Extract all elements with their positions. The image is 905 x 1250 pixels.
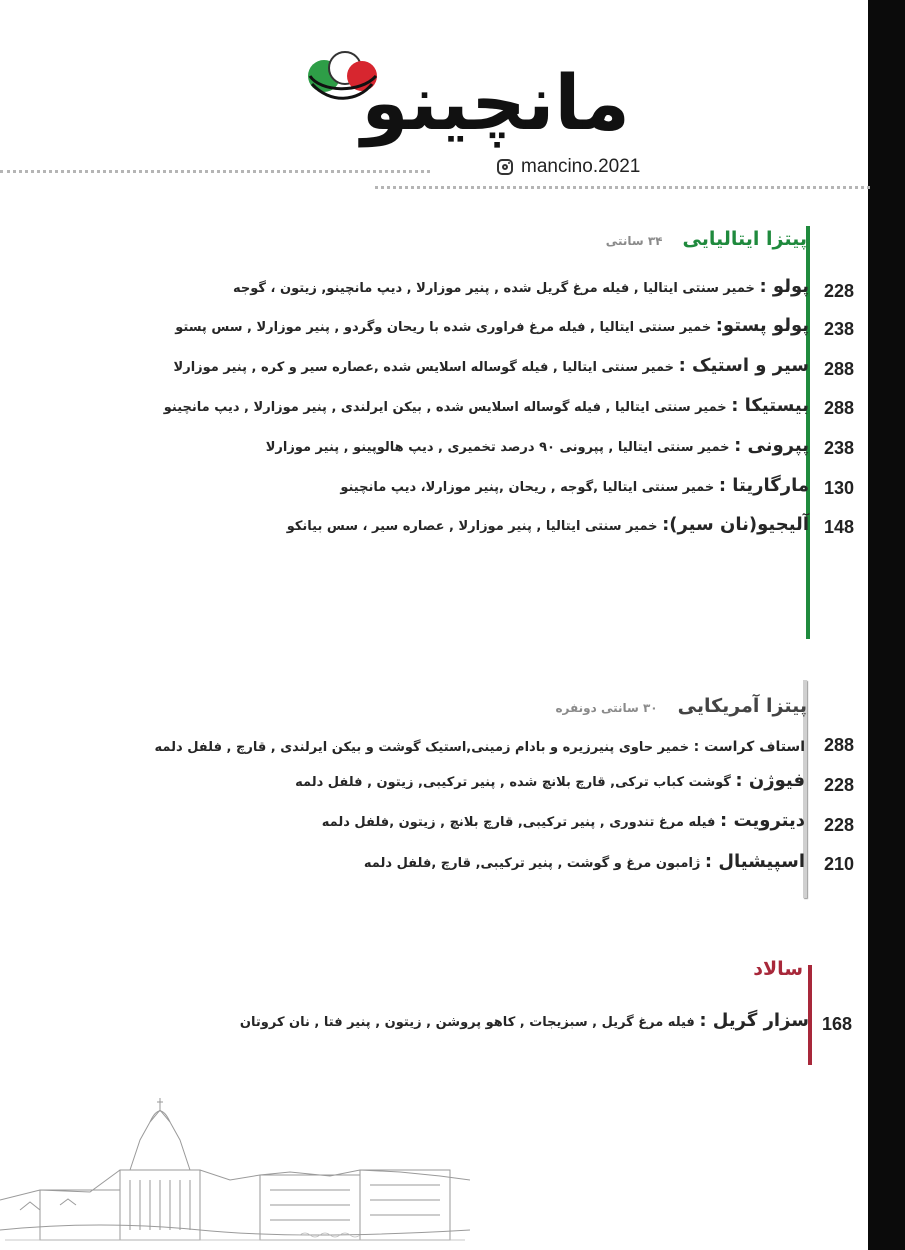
section-subtitle-italian: ۳۴ سانتی	[605, 234, 663, 248]
menu-item	[174, 355, 809, 376]
menu-item-name: سزار گریل :	[699, 1010, 809, 1031]
menu-item-desc: خمیر سنتی ایتالیا ,گوجه , ریحان ,پنیر موزارلا، دیپ مانچینو	[340, 480, 719, 495]
menu-item-desc: خمیر سنتی ایتالیا , فیله مرغ گریل شده , پنیر موزارلا , دیپ مانچینو, زیتون ، گوجه	[233, 281, 760, 296]
menu-item-price: 148	[823, 517, 855, 537]
menu-item-desc: گوشت کباب ترکی, قارچ بلانچ شده , پنیر ترکیبی, زیتون , فلفل دلمه	[295, 775, 736, 790]
menu-item-price: 168	[821, 1014, 853, 1034]
menu-item-price: 238	[823, 438, 855, 458]
menu-item	[164, 395, 809, 416]
instagram-handle: mancino.2021	[521, 156, 641, 177]
section-subtitle-american: ۳۰ سانتی دونفره	[555, 701, 658, 715]
menu-item-price: 130	[823, 478, 855, 498]
section-header-american	[555, 695, 807, 717]
cathedral-sketch-illustration	[0, 1080, 470, 1250]
menu-item-desc: خمیر سنتی ایتالیا , پنیر موزارلا , عصاره سیر ، سس بیانکو	[286, 519, 663, 534]
menu-item-desc: خمیر سنتی ایتالیا , فیله گوساله اسلایس شده , بیکن ایرلندی , پنیر موزارلا , دیپ مانچینو	[163, 400, 732, 415]
menu-item-price: 288	[823, 359, 855, 379]
brand-logo	[290, 40, 630, 170]
dotted-divider-left	[0, 170, 430, 173]
menu-item-desc: خمیر سنتی ایتالیا , فیله مرغ فراوری شده با ریحان وگردو , پنیر موزارلا , سس پستو	[175, 320, 716, 335]
menu-item	[295, 770, 805, 791]
menu-item-price: 210	[823, 854, 855, 874]
instagram-icon	[497, 159, 513, 175]
menu-item-price: 288	[823, 735, 855, 755]
menu-item-desc: فیله مرغ گریل , سبزیجات , کاهو پروشن , زیتون , پنیر فتا , نان کروتان	[239, 1015, 700, 1030]
section-title-salad: سالاد	[753, 958, 803, 980]
menu-item-desc: خمیر سنتی ایتالیا , فیله گوساله اسلایس شده ,عصاره سیر و کره , پنیر موزارلا	[173, 360, 679, 375]
menu-item-desc: خمیر حاوی پنیرزیره و بادام زمینی,استیک گوشت و بیکن ایرلندی , قارچ , فلفل دلمه	[154, 740, 694, 755]
menu-item	[266, 435, 809, 456]
menu-item-name: سیر و استیک :	[678, 355, 809, 376]
menu-item	[155, 736, 805, 755]
section-title-italian: پیتزا ایتالیایی	[682, 228, 807, 250]
menu-item-name: پولو :	[759, 276, 809, 297]
menu-item-price: 238	[823, 319, 855, 339]
menu-item	[240, 1010, 809, 1031]
menu-item-name: آلیجیو(نان سیر):	[662, 514, 809, 535]
menu-item-name: اسپیشیال :	[704, 851, 805, 872]
section-header-salad	[753, 958, 803, 980]
menu-item	[287, 514, 809, 535]
menu-item-name: پپرونی :	[734, 435, 809, 456]
menu-item	[364, 851, 805, 872]
menu-item-name: استاف کراست :	[693, 739, 805, 755]
menu-item-name: بیستیکا :	[731, 395, 809, 416]
menu-item	[340, 475, 809, 496]
section-title-american: پیتزا آمریکایی	[677, 695, 807, 717]
brand-name: مانچینو	[361, 58, 630, 147]
menu-item-desc: ژامبون مرغ و گوشت , پنیر ترکیبی, قارچ ,فلفل دلمه	[363, 856, 705, 871]
menu-item-price: 228	[823, 815, 855, 835]
menu-item-name: دیترویت :	[719, 810, 805, 831]
menu-item	[322, 810, 805, 831]
dotted-divider-right	[375, 186, 870, 189]
section-header-italian	[606, 228, 807, 250]
menu-item-desc: فیله مرغ تندوری , پنیر ترکیبی, قارچ بلانچ , زیتون ,فلفل دلمه	[321, 815, 720, 830]
menu-item-name: مارگاریتا :	[718, 475, 809, 496]
menu-item-name: پولو پستو:	[715, 315, 809, 336]
menu-item-price: 288	[823, 398, 855, 418]
instagram-link[interactable]	[497, 156, 640, 178]
menu-item	[175, 315, 809, 336]
menu-item-price: 228	[823, 775, 855, 795]
menu-item-desc: خمیر سنتی ایتالیا , پپرونی ۹۰ درصد تخمیری , دیپ هالوپینو , پنیر موزارلا	[265, 440, 735, 455]
menu-item	[233, 276, 809, 297]
page-edge-bar	[868, 0, 905, 1250]
menu-item-price: 228	[823, 281, 855, 301]
menu-item-name: فیوژن :	[735, 770, 805, 791]
